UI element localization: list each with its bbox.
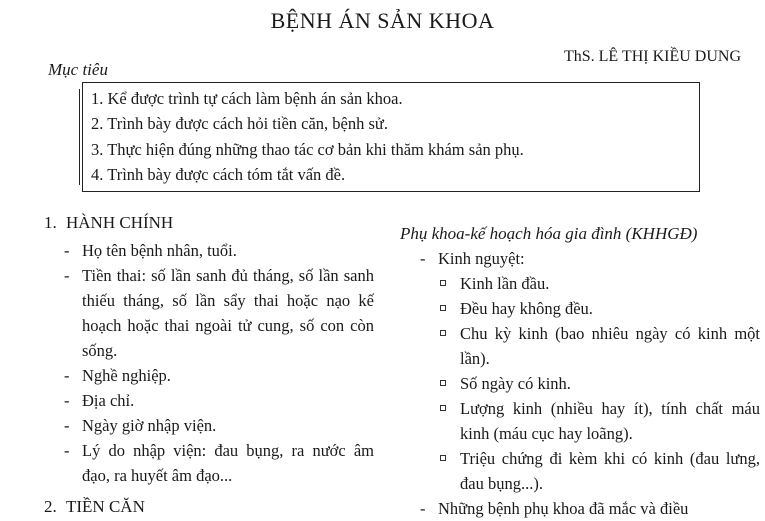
objective-item: 3. Thực hiện đúng những thao tác cơ bản khi thăm khám sản phụ. xyxy=(91,140,524,159)
list-item: - Tiền thai: số lần sanh đủ tháng, số lần sanh thiếu tháng, số lần sẩy thai hoặc nạo kế hoạch hoặc thai ngoài tử cung, số con còn sống. xyxy=(44,263,374,363)
section-title: TIỀN CĂN xyxy=(66,497,145,516)
sub-list-item: Triệu chứng đi kèm khi có kinh (đau lưng, đau bụng...). xyxy=(400,446,760,496)
square-bullet-icon xyxy=(440,405,446,411)
dash-bullet-icon: - xyxy=(420,249,426,268)
list-item: - Lý do nhập viện: đau bụng, ra nước âm đạo, ra huyết âm đạo... xyxy=(44,438,374,488)
objectives-label: Mục tiêu xyxy=(48,60,108,79)
sub-list-item: Số ngày có kinh. xyxy=(400,371,760,396)
menstruation-sublist xyxy=(400,271,760,496)
dash-bullet-icon: - xyxy=(64,241,70,260)
list-item: - Nghề nghiệp. xyxy=(44,363,374,388)
subheading-gynecology: Phụ khoa-kế hoạch hóa gia đình (KHHGĐ) xyxy=(400,224,698,243)
section-number: 2. xyxy=(44,497,57,516)
gynecology-list-continued xyxy=(400,496,760,521)
gynecology-list xyxy=(400,246,760,271)
objective-item: 2. Trình bày được cách hỏi tiền căn, bệnh sử. xyxy=(91,114,388,133)
dash-bullet-icon: - xyxy=(64,391,70,410)
list-item: - Kinh nguyệt: xyxy=(400,246,760,271)
square-bullet-icon xyxy=(440,380,446,386)
section-heading-administrative xyxy=(44,212,374,234)
square-bullet-icon xyxy=(440,455,446,461)
dash-bullet-icon: - xyxy=(64,416,70,435)
sub-list-item: Đều hay không đều. xyxy=(400,296,760,321)
dash-bullet-icon: - xyxy=(64,441,70,460)
objective-item: 1. Kể được trình tự cách làm bệnh án sản khoa. xyxy=(91,89,403,108)
sub-list-item: Kinh lần đầu. xyxy=(400,271,760,296)
list-item: - Họ tên bệnh nhân, tuổi. xyxy=(44,238,374,263)
author-name: ThS. LÊ THỊ KIỀU DUNG xyxy=(563,48,741,65)
list-item: - Những bệnh phụ khoa đã mắc và điều xyxy=(400,496,760,521)
square-bullet-icon xyxy=(440,280,446,286)
document-title: BỆNH ÁN SẢN KHOA xyxy=(270,8,495,33)
right-column xyxy=(400,222,760,521)
section-heading-history xyxy=(44,496,374,518)
dash-bullet-icon: - xyxy=(420,499,426,518)
sub-list-item: Chu kỳ kinh (bao nhiêu ngày có kinh một lần). xyxy=(400,321,760,371)
left-column xyxy=(44,212,374,518)
list-item: - Ngày giờ nhập viện. xyxy=(44,413,374,438)
objectives-box xyxy=(82,82,700,192)
dash-bullet-icon: - xyxy=(64,266,70,285)
administrative-list xyxy=(44,238,374,488)
list-item: - Địa chỉ. xyxy=(44,388,374,413)
section-number: 1. xyxy=(44,213,57,232)
sub-list-item: Lượng kinh (nhiều hay ít), tính chất máu kinh (máu cục hay loãng). xyxy=(400,396,760,446)
objective-item: 4. Trình bày được cách tóm tắt vấn đề. xyxy=(91,165,346,184)
dash-bullet-icon: - xyxy=(64,366,70,385)
section-title: HÀNH CHÍNH xyxy=(66,213,174,232)
square-bullet-icon xyxy=(440,305,446,311)
square-bullet-icon xyxy=(440,330,446,336)
